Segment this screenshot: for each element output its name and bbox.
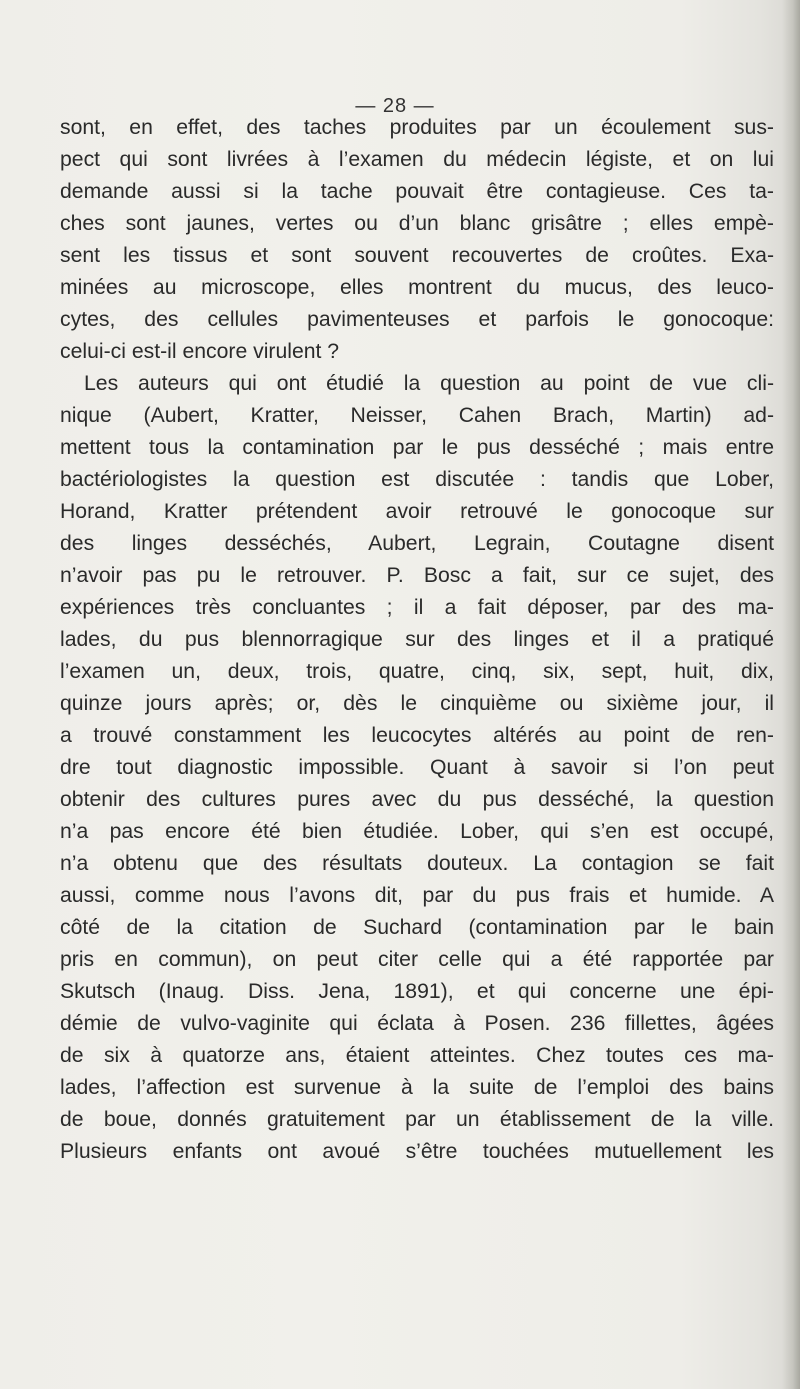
text-line: lades, du pus blennorragique sur des linges et il a pratiqué — [60, 628, 774, 651]
text-line: obtenir des cultures pures avec du pus desséché, la question — [60, 788, 774, 811]
text-line: démie de vulvo-vaginite qui éclata à Posen. 236 fillettes, âgées — [60, 1012, 774, 1035]
text-line: n’avoir pas pu le retrouver. P. Bosc a fait, sur ce sujet, des — [60, 564, 774, 587]
text-line: Horand, Kratter prétendent avoir retrouvé le gonocoque sur — [60, 500, 774, 523]
text-line: quinze jours après; or, dès le cinquième ou sixième jour, il — [60, 692, 774, 715]
text-line: aussi, comme nous l’avons dit, par du pus frais et humide. A — [60, 884, 774, 907]
text-line: Les auteurs qui ont étudié la question au point de vue cli- — [84, 372, 774, 395]
text-line: des linges desséchés, Aubert, Legrain, Coutagne disent — [60, 532, 774, 555]
text-line: l’examen un, deux, trois, quatre, cinq, six, sept, huit, dix, — [60, 660, 774, 683]
text-line: n’a pas encore été bien étudiée. Lober, qui s’en est occupé, — [60, 820, 774, 843]
text-line: cytes, des cellules pavimenteuses et parfois le gonocoque: — [60, 308, 774, 331]
text-line: de six à quatorze ans, étaient atteintes. Chez toutes ces ma- — [60, 1044, 774, 1067]
text-line: n’a obtenu que des résultats douteux. La contagion se fait — [60, 852, 774, 875]
text-line: a trouvé constamment les leucocytes altérés au point de ren- — [60, 724, 774, 747]
body-text — [60, 112, 774, 1168]
page-number: — 28 — — [355, 95, 435, 117]
text-line: celui-ci est-il encore virulent ? — [60, 340, 340, 363]
text-line: sont, en effet, des taches produites par un écoulement sus- — [60, 116, 774, 139]
text-line: mettent tous la contamination par le pus desséché ; mais entre — [60, 436, 774, 459]
text-line: pect qui sont livrées à l’examen du médecin légiste, et on lui — [60, 148, 774, 171]
text-line: minées au microscope, elles montrent du mucus, des leuco- — [60, 276, 774, 299]
text-line: de boue, donnés gratuitement par un établissement de la ville. — [60, 1108, 774, 1131]
text-line: sent les tissus et sont souvent recouvertes de croûtes. Exa- — [60, 244, 774, 267]
text-line: Skutsch (Inaug. Diss. Jena, 1891), et qui concerne une épi- — [60, 980, 774, 1003]
text-line: bactériologistes la question est discutée : tandis que Lober, — [60, 468, 774, 491]
text-line: nique (Aubert, Kratter, Neisser, Cahen Brach, Martin) ad- — [60, 404, 774, 427]
text-line: lades, l’affection est survenue à la suite de l’emploi des bains — [60, 1076, 774, 1099]
text-line: ches sont jaunes, vertes ou d’un blanc grisâtre ; elles empè- — [60, 212, 774, 235]
text-line: pris en commun), on peut citer celle qui a été rapportée par — [60, 948, 774, 971]
text-line: expériences très concluantes ; il a fait déposer, par des ma- — [60, 596, 774, 619]
text-line: Plusieurs enfants ont avoué s’être touchées mutuellement les — [60, 1140, 774, 1163]
text-line: dre tout diagnostic impossible. Quant à savoir si l’on peut — [60, 756, 774, 779]
page-edge-shadow — [782, 0, 800, 1389]
text-line: demande aussi si la tache pouvait être contagieuse. Ces ta- — [60, 180, 774, 203]
text-line: côté de la citation de Suchard (contamination par le bain — [60, 916, 774, 939]
